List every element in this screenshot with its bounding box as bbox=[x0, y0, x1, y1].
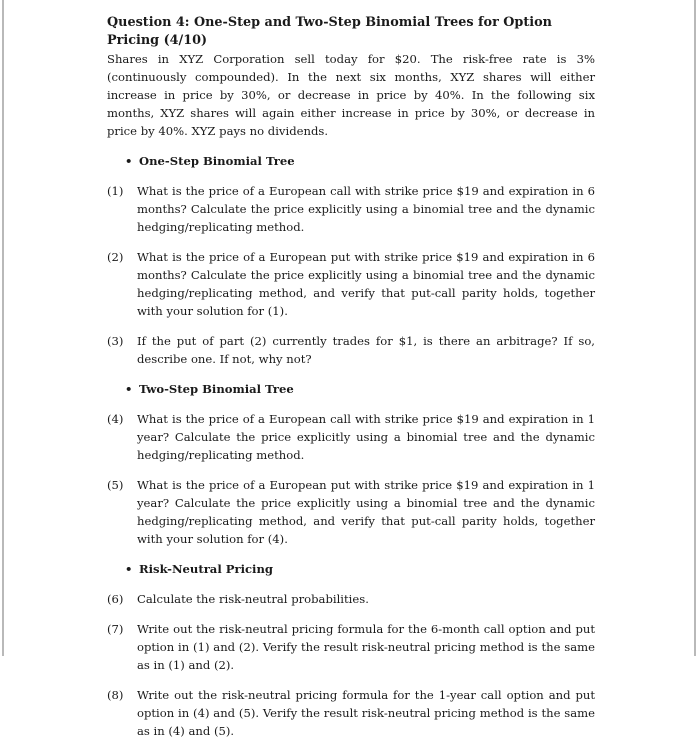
question-number: (5) bbox=[107, 478, 124, 492]
left-border bbox=[2, 0, 4, 656]
bullet-icon: • bbox=[125, 562, 133, 576]
question-item-2 bbox=[107, 248, 595, 320]
question-number: (8) bbox=[107, 688, 124, 702]
section-heading-label: Risk-Neutral Pricing bbox=[139, 562, 273, 576]
section-heading-one-step bbox=[125, 152, 595, 170]
question-text: What is the price of a European put with strike price $19 and expiration in 1 year? Calculate the price explicitly using a binomial tree and the dynamic hedging/replicating method, and verify that put-call parity holds, together with your solution for (4). bbox=[137, 478, 595, 546]
bullet-icon: • bbox=[125, 382, 133, 396]
question-text: What is the price of a European call with strike price $19 and expiration in 6 months? Calculate the price explicitly using a binomial tree and the dynamic hedging/replicating method. bbox=[137, 184, 595, 234]
question-item-8 bbox=[107, 686, 595, 740]
question-item-6 bbox=[107, 590, 595, 608]
section-heading-risk-neutral bbox=[125, 560, 595, 578]
question-item-1 bbox=[107, 182, 595, 236]
question-item-3 bbox=[107, 332, 595, 368]
question-number: (6) bbox=[107, 592, 124, 606]
question-item-5 bbox=[107, 476, 595, 548]
question-intro: Shares in XYZ Corporation sell today for $20. The risk-free rate is 3% (continuously compounded). In the next six months, XYZ shares will either increase in price by 30%, or decrease in price by 40%. In the following six months, XYZ shares will again either increase in price by 30%, or decrease in price by 40%. XYZ pays no dividends. bbox=[107, 52, 595, 138]
question-item-4 bbox=[107, 410, 595, 464]
question-number: (2) bbox=[107, 250, 124, 264]
section-heading-two-step bbox=[125, 380, 595, 398]
section-heading-label: One-Step Binomial Tree bbox=[139, 154, 295, 168]
right-border bbox=[694, 0, 696, 656]
question-number: (1) bbox=[107, 184, 124, 198]
question-text: Calculate the risk-neutral probabilities. bbox=[137, 592, 369, 606]
question-number: (3) bbox=[107, 334, 124, 348]
bullet-icon: • bbox=[125, 154, 133, 168]
question-number: (4) bbox=[107, 412, 124, 426]
question-page bbox=[107, 14, 595, 752]
question-text: What is the price of a European call with strike price $19 and expiration in 1 year? Calculate the price explicitly using a binomial tree and the dynamic hedging/replicating method. bbox=[137, 412, 595, 462]
question-number: (7) bbox=[107, 622, 124, 636]
question-text: What is the price of a European put with strike price $19 and expiration in 6 months? Calculate the price explicitly using a binomial tree and the dynamic hedging/replicating method, and verify that put-call parity holds, together with your solution for (1). bbox=[137, 250, 595, 318]
question-item-7 bbox=[107, 620, 595, 674]
section-heading-label: Two-Step Binomial Tree bbox=[139, 382, 294, 396]
question-text: Write out the risk-neutral pricing formula for the 6-month call option and put option in (1) and (2). Verify the result risk-neutral pricing method is the same as in (1) and (2). bbox=[137, 622, 595, 672]
question-title: Question 4: One-Step and Two-Step Binomial Trees for Option Pricing (4/10) bbox=[107, 15, 552, 48]
question-text: If the put of part (2) currently trades for $1, is there an arbitrage? If so, describe one. If not, why not? bbox=[137, 334, 595, 366]
question-text: Write out the risk-neutral pricing formula for the 1-year call option and put option in (4) and (5). Verify the result risk-neutral pricing method is the same as in (4) and (5). bbox=[137, 688, 595, 738]
